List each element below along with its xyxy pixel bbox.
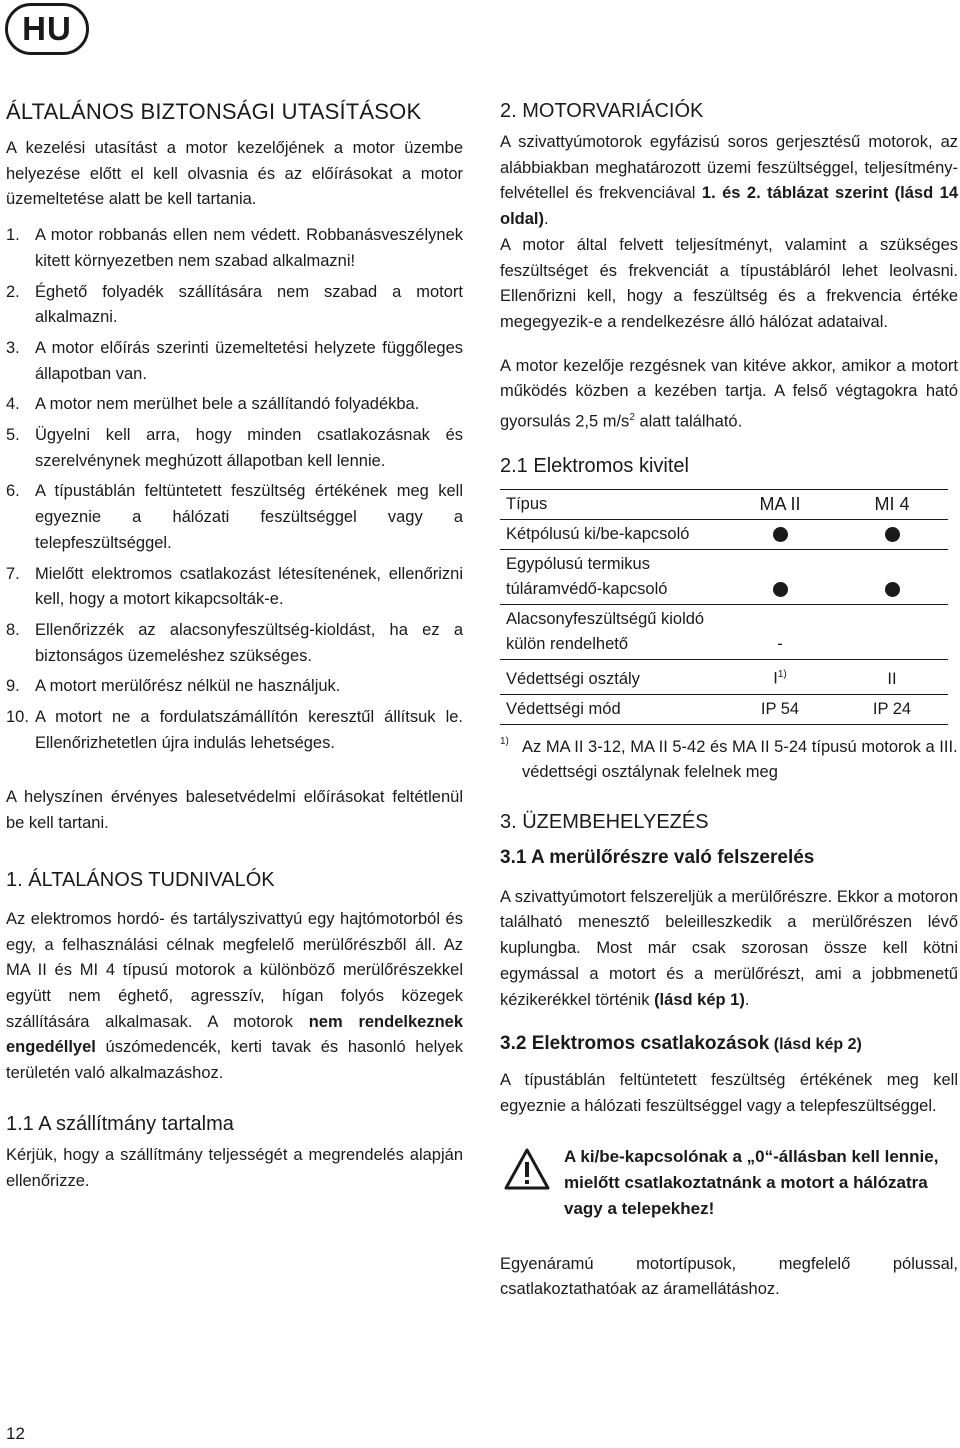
list-item: 5. Ügyelni kell arra, hogy minden csatlakozásnak és szerelvénynek meghúzott állapotban kell lennie. [6,426,463,470]
section-3-title: 3. ÜZEMBEHELYEZÉS [500,810,709,833]
section-2-title: 2. MOTORVARIÁCIÓK [500,100,704,122]
table-footnote: 1) Az MA II 3-12, MA II 5-42 és MA II 5-24 típusú motorok a III. védettségi osztálynak felelnek meg [500,735,958,781]
table-row: Védettségi osztály $I^{1)}$ II [500,660,948,695]
page-number: 12 [6,1424,25,1443]
section-1-1-text: Kérjük, hogy a szállítmány teljességét a megrendelés alapján ellenőrizze. [6,1145,463,1190]
filled-dot-icon [885,527,900,542]
right-column [500,98,958,1303]
electrical-spec-table [500,489,948,725]
safety-list [6,223,463,756]
list-item: 10. A motort ne a fordulatszámállítón keresztűl állítsuk le. Ellenőrizhetetlen újra indulás lehetséges. [6,708,463,752]
list-item: 8. Ellenőrizzék az alacsonyfeszültség-kioldást, ha ez a biztonságos üzemeléshez szükséges. [6,620,463,665]
section-2-paragraph-3: A motor kezelője rezgésnek van kitéve akkor, amikor a motort működés közben a kezében tartja. A felső végtagokra ható gyorsulás 2,5 $m/s^2$ alatt található. [500,356,958,431]
filled-dot-icon [773,582,788,597]
section-1-1-title: 1.1 A szállítmány tartalma [6,1112,234,1135]
table-header-cell: Típus [500,490,724,520]
table-header-cell: MA II [724,490,836,520]
left-column [6,98,463,1194]
section-2-1-title: 2.1 Elektromos kivitel [500,455,689,478]
safety-title: ÁLTALÁNOS BIZTONSÁGI UTASÍTÁSOK [6,99,422,124]
list-item: 9. A motort merülőrész nélkül ne használjuk. [6,677,341,696]
warning-text: A ki/be-kapcsolónak a „0“-állásban kell lennie, mielőtt csatlakoztatnánk a motort a hálózatra vagy a telepekhez! [564,1146,939,1218]
section-1-text: Az elektromos hordó- és tartályszivattyú egy hajtómotorból és egy, a felhasználási célnak megfelelő merülőrészből áll. Az MA II és MI 4 típusú motorok a különböző merülőrészekkel együtt nem éghető, agresszív, hígan folyós közegek szállítására alkalmasak. A motorok nem rendelkeznek engedéllyel úszómedencék, kerti tavak és hasonló helyek területén való alkalmazáshoz. [6,909,463,1083]
warning-triangle-icon [504,1148,550,1190]
list-item: 2. Éghető folyadék szállítására nem szabad a motort alkalmazni. [6,282,463,327]
table-row: Kétpólusú ki/be-kapcsoló [500,520,948,550]
list-item: 3. A motor előírás szerinti üzemeltetési helyzete függőleges állapotban van. [6,338,463,383]
safety-intro: A kezelési utasítást a motor kezelőjének a motor üzembe helyezése előtt el kell olvasnia és az előírásokat a motor üzemeltetése alatt be kell tartania. [6,139,463,209]
list-item: 7. Mielőtt elektromos csatlakozást létesítenének, ellenőrizni kell, hogy a motort kikapcsolták-e. [6,564,463,609]
list-item: 1. A motor robbanás ellen nem védett. Robbanásveszélynek kitett környezetben nem szabad alkalmazni! [6,226,463,270]
section-2-paragraph-2: A motor által felvett teljesítményt, valamint a szükséges feszültséget és frekvenciát a típustábláról lehet leolvasni. Ellenőrizni kell, hogy a feszültség és a frekvencia értéke megegyezik-e a rendelkezésre álló hálózat adataival. [500,235,958,331]
filled-dot-icon [773,527,788,542]
table-row: Egypólusú termikus túláramvédő-kapcsoló [500,550,948,605]
table-header-cell: MI 4 [836,490,948,520]
table-header-row [500,490,948,520]
section-3-1-title: 3.1 A merülőrészre való felszerelés [500,846,815,868]
section-3-1-text: A szivattyúmotort felszereljük a merülőrészre. Ekkor a motoron található menesztő beleilleszkedik a merülőrészen lévő kuplungba. Most már csak szorosan össze kell kötni egymással a motort és a merülőrészt, ami a jobbmenetű kézikerékkel történik (lásd kép 1). [500,887,958,1009]
filled-dot-icon [885,582,900,597]
dc-motor-text: Egyenáramú motortípusok, megfelelő pólussal, csatlakoztathatóak az áramellátáshoz. [500,1254,958,1299]
section-3-2-text: A típustáblán feltüntetett feszültség értékének meg kell egyeznie a hálózati feszültséggel vagy a telepfeszültséggel. [500,1071,958,1115]
accident-note: A helyszínen érvényes balesetvédelmi előírásokat feltétlenül be kell tartani. [6,788,463,833]
table-row: Alacsonyfeszültségű kioldó külön rendelhető - [500,605,948,660]
language-badge: HU [5,3,89,55]
section-1-title: 1. ÁLTALÁNOS TUDNIVALÓK [6,868,275,891]
list-item: 4. A motor nem merülhet bele a szállítandó folyadékba. [6,395,420,414]
section-2-paragraph-1: A szivattyúmotorok egyfázisú soros gerjesztésű motorok, az alábbiakban meghatározott üzemi feszültséggel, teljesítmény-felvétellel és frekvenciával 1. és 2. táblázat szerint (lásd 14 oldal). [500,133,958,229]
section-3-2-title: 3.2 Elektromos csatlakozások (lásd kép 2) [500,1033,862,1055]
table-row: Védettségi mód IP 54 IP 24 [500,694,948,724]
list-item: 6. A típustáblán feltüntetett feszültség értékének meg kell egyeznie a hálózati feszültséggel vagy a telepfeszültséggel. [6,482,463,552]
warning-box [500,1144,958,1222]
